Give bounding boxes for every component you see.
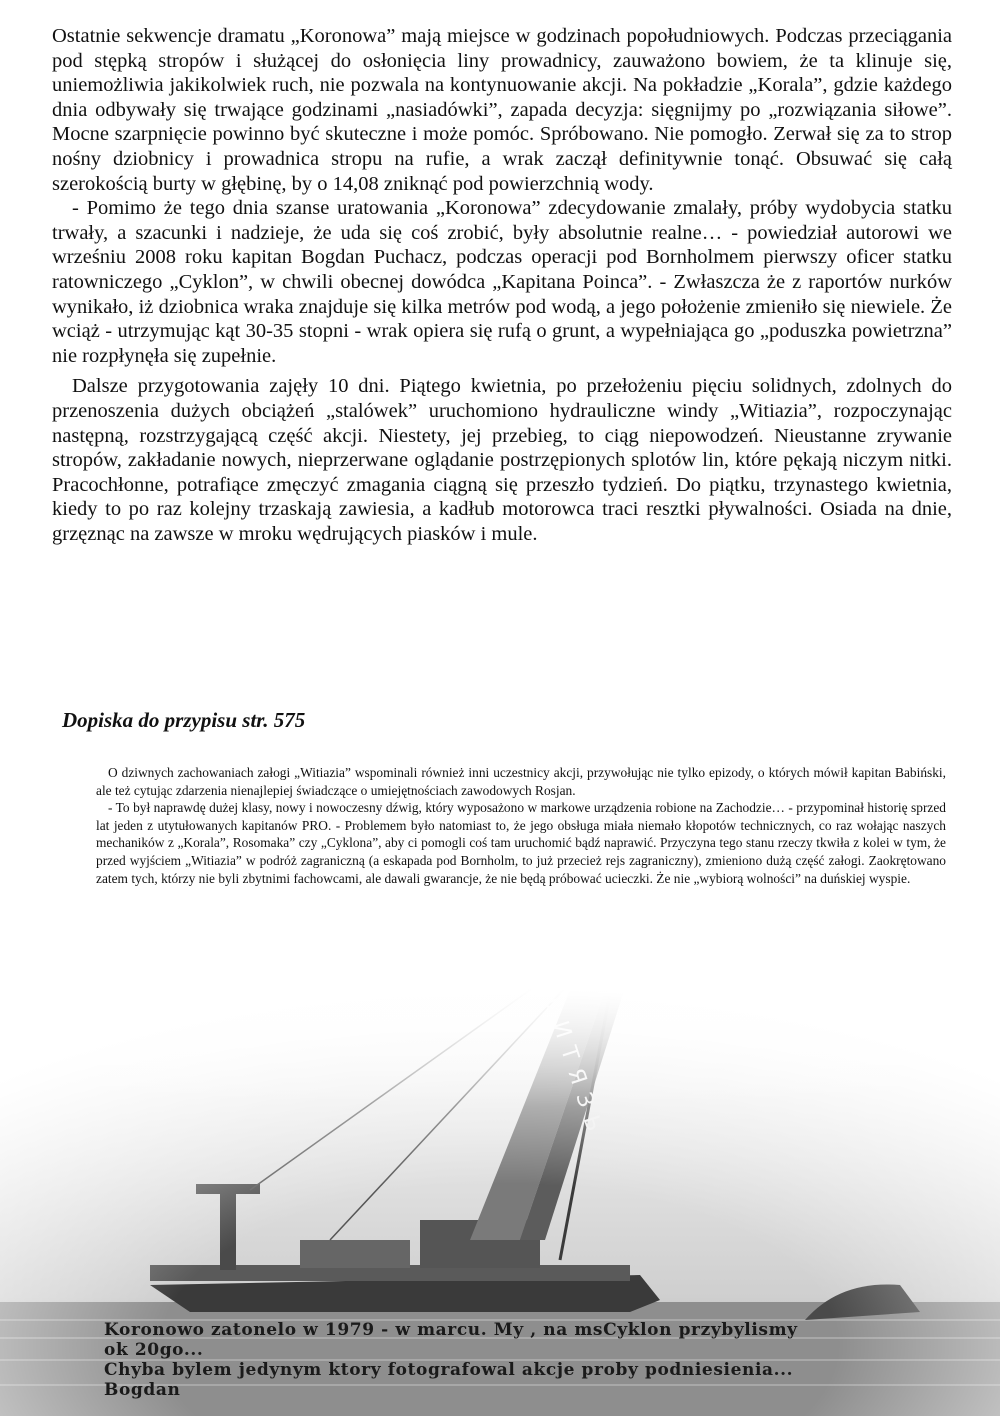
caption-line: Bogdan [104, 1380, 181, 1400]
footnote-addendum-text [96, 764, 946, 887]
caption-line: Koronowo zatonelo w 1979 - w marcu. My , na msCyklon przybylismy [104, 1320, 798, 1340]
caption-line: ok 20go... [104, 1340, 204, 1360]
footnote-addendum-title: Dopiska do przypisu str. 575 [62, 708, 306, 732]
photo-caption [104, 1320, 924, 1400]
note-paragraph: O dziwnych zachowaniach załogi „Witiazia” wspominali również inni uczestnicy akcji, przywołując nie tylko epizody, o których mówił kapitan Babiński, ale też cytując zdarzenia nienajlepiej świadczące o umiejętnościach zawodowych Rosjan. [96, 765, 946, 798]
main-article-text [52, 24, 952, 546]
note-paragraph: - To był naprawdę dużej klasy, nowy i nowoczesny dźwig, który wyposażono w markowe urządzenia robione na Zachodzie… - przypominał historię sprzed lat jeden z utytułowanych kapitanów PRO. - Problemem było natomiast to, że jego obsługa miała niemało kłopotów technicznych, co raz wołając naszych mechaników z „Korala”, Rosomaka” czy „Cyklona”, aby ci pomogli coś tam uruchomić bądź naprawić. Przyczyna tego stanu rzeczy tkwiła z kolei w tym, że przed wyjściem „Witiazia” w podróż zagraniczną (a eskapada pod Bornholm, to już przecież rejs zagraniczny), zmieniono dużą część załogi. Zaokrętowano zatem tych, którzy nie byli zbytnimi fachowcami, ale dawali gwarancje, że nie będą próbować ucieczki. Że nie „wybiorą wolności” na duńskiej wyspie. [96, 800, 946, 886]
article-paragraph: - Pomimo że tego dnia szanse uratowania „Koronowa” zdecydowanie zmalały, próby wydobycia statku trwały, a szacunki i nadzieje, że uda się coś zrobić, były absolutnie realne… - powiedział autorowi we wrześniu 2008 roku kapitan Bogdan Puchacz, podczas operacji pod Bornholmem pierwszy oficer statku ratowniczego „Cyklon”, w chwili obecnej dowódca „Kapitana Poinca”. - Zwłaszcza że z raportów nurków wynikało, iż dziobnica wraka znajduje się kilka metrów pod wodą, a jego położenie zmieniło się niewiele. Że wciąż - utrzymując kąt 30-35 stopni - wrak opiera się rufą o grunt, a wypełniająca go „poduszka powietrzna” nie rozpłynęła się zupełnie. [52, 197, 952, 367]
article-paragraph: Ostatnie sekwencje dramatu „Koronowa” mają miejsce w godzinach popołudniowych. Podczas przeciągania pod stępką stropów i służącej do osłonięcia liny prowadnicy, zauważono bowiem, że ta klinuje się, uniemożliwia jakikolwiek ruch, nie pozwala na kontynuowanie akcji. Na pokładzie „Korala”, gdzie każdego dnia odbywały się trwające godzinami „nasiadówki”, zapada decyzja: sięgnijmy po „rozwiązania siłowe”. Mocne szarpnięcie powinno być skuteczne i może pomóc. Spróbowano. Nie pomogło. Zerwał się za to strop nośny dziobnicy i prowadnica stropu na rufie, a wrak zaczął definitywnie tonąć. Obsuwać się całą szerokością burty w głębinę, by o 14,08 zniknąć pod powierzchnią wody. [52, 25, 952, 195]
caption-line: Chyba bylem jedynym ktory fotografowal akcje proby podniesienia... [104, 1360, 794, 1380]
article-paragraph: Dalsze przygotowania zajęły 10 dni. Piątego kwietnia, po przełożeniu pięciu solidnych, zdolnych do przenoszenia dużych obciążeń „stalówek” uruchomiono hydrauliczne windy „Witiazia”, rozpoczynając następną, rozstrzygającą część akcji. Niestety, jej przebieg, to ciąg niepowodzeń. Nieustanne zrywanie stropów, zakładanie nowych, nieprzerwane oglądanie postrzępionych splotów lin, które pękają niczym nitki. Pracochłonne, potrafiące zmęczyć zmagania ciągną się przeszło tydzień. Do piątku, trzynastego kwietnia, kiedy to po raz kolejny trzaskają zawiesia, a kadłub motorowca traci resztki pływalności. Osiada na dnie, grzęznąc na zawsze w mroku wędrujących piasków i mule. [52, 375, 952, 545]
